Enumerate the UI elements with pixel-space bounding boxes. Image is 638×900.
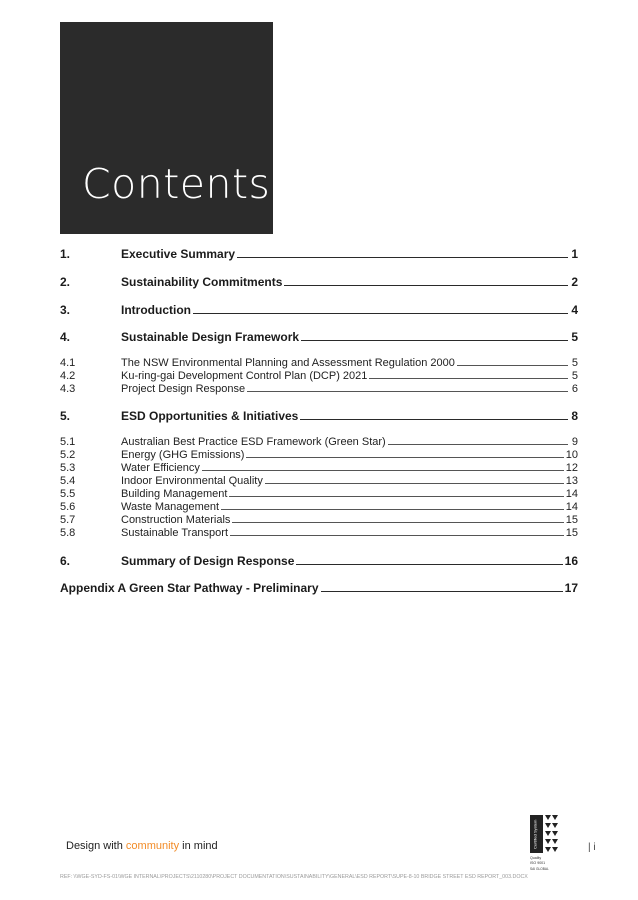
toc-label: Water Efficiency	[121, 462, 200, 474]
page-title: Contents	[82, 160, 271, 208]
toc-section-row[interactable]	[60, 554, 578, 568]
toc-label: Summary of Design Response	[121, 554, 295, 568]
toc-subsection-row[interactable]	[60, 370, 578, 382]
toc-label: Waste Management	[121, 501, 220, 513]
toc-number: 2.	[60, 275, 71, 289]
footer-tagline	[66, 840, 218, 852]
toc-number: 5.7	[60, 514, 76, 526]
toc-page-number: 13	[565, 475, 578, 487]
toc-label: Sustainable Design Framework	[121, 330, 300, 344]
toc-number: 5.	[60, 409, 71, 423]
toc-label: Executive Summary	[121, 247, 236, 261]
toc-section-row[interactable]	[60, 409, 578, 423]
toc-label: Project Design Response	[121, 383, 246, 395]
toc-number: 6.	[60, 554, 71, 568]
toc-page-number: 14	[565, 501, 578, 513]
toc-number: 5.2	[60, 449, 76, 461]
toc-section-row[interactable]	[60, 330, 578, 344]
toc-page-number: 2	[571, 275, 578, 289]
toc-page-number: 14	[565, 488, 578, 500]
toc-label: Building Management	[121, 488, 228, 500]
toc-subsection-row[interactable]	[60, 462, 578, 474]
tagline-pre: Design with	[66, 840, 126, 852]
tagline-accent: community	[125, 840, 180, 852]
toc-subsection-row[interactable]	[60, 436, 578, 448]
toc-section-row[interactable]	[60, 303, 578, 317]
toc-page-number: 8	[571, 409, 578, 423]
cert-line-2: ISO 9001	[530, 861, 546, 865]
toc-leader	[246, 457, 563, 458]
toc-number: 5.3	[60, 462, 76, 474]
toc-number: 5.5	[60, 488, 76, 500]
certified-system-logo	[528, 815, 564, 873]
toc-leader	[202, 470, 564, 471]
toc-number: 1.	[60, 247, 71, 261]
toc-section-row[interactable]	[60, 247, 578, 261]
toc-page-number: 6	[571, 383, 578, 395]
toc-section-row[interactable]	[60, 581, 578, 595]
toc-subsection-row[interactable]	[60, 475, 578, 487]
toc-leader	[388, 444, 568, 445]
toc-leader	[229, 496, 563, 497]
toc-leader	[232, 522, 563, 523]
toc-leader	[247, 391, 568, 392]
toc-number: 5.8	[60, 527, 76, 539]
toc-number: 5.4	[60, 475, 76, 487]
toc-number: 3.	[60, 303, 71, 317]
toc-number: 4.1	[60, 357, 76, 369]
toc-leader	[321, 591, 563, 592]
toc-label: Introduction	[121, 303, 191, 317]
toc-leader	[230, 535, 564, 536]
toc-subsection-row[interactable]	[60, 449, 578, 461]
toc-leader	[301, 340, 568, 341]
toc-page-number: 16	[564, 554, 578, 568]
toc-leader	[296, 564, 562, 565]
toc-subsection-row[interactable]	[60, 501, 578, 513]
toc-leader	[369, 378, 568, 379]
toc-label: Australian Best Practice ESD Framework (Green Star)	[121, 436, 386, 448]
toc-number: 4.3	[60, 383, 76, 395]
toc-label: Energy (GHG Emissions)	[121, 449, 245, 461]
tagline-post: in mind	[179, 840, 218, 852]
toc-section-row[interactable]	[60, 275, 578, 289]
toc-page-number: 10	[565, 449, 578, 461]
toc-page-number: 17	[564, 581, 578, 595]
toc-label: Ku-ring-gai Development Control Plan (DCP) 2021	[121, 370, 368, 382]
toc-subsection-row[interactable]	[60, 514, 578, 526]
toc-number: 5.6	[60, 501, 76, 513]
toc-leader	[221, 509, 564, 510]
toc-number: 5.1	[60, 436, 76, 448]
toc-label: Appendix A Green Star Pathway - Preliminary	[60, 581, 319, 595]
toc-page-number: 1	[571, 247, 578, 261]
toc-subsection-row[interactable]	[60, 527, 578, 539]
toc-leader	[193, 313, 568, 314]
toc-leader	[284, 285, 568, 286]
toc-label: Indoor Environmental Quality	[121, 475, 263, 487]
toc-subsection-row[interactable]	[60, 488, 578, 500]
toc-page-number: 9	[571, 436, 578, 448]
document-reference: REF: \\WGE-SYD-FS-01\WGE INTERNAL\PROJECTS\2110280\PROJECT DOCUMENTATION\SUSTAINABILITY\GENERAL\ESD REPORT\SUPE-8-10 BRIDGE STREET ESD REPORT_003.DOCX	[60, 874, 528, 880]
toc-page-number: 15	[565, 514, 578, 526]
toc-label: The NSW Environmental Planning and Assessment Regulation 2000	[121, 357, 455, 369]
page-number-marker: | i	[588, 842, 596, 853]
cert-line-0: Certified System	[532, 819, 538, 849]
toc-leader	[300, 419, 568, 420]
toc-page-number: 5	[571, 330, 578, 344]
toc-label: ESD Opportunities & Initiatives	[121, 409, 299, 423]
cert-line-1: Quality	[530, 856, 542, 860]
cert-line-3: SAI GLOBAL	[530, 867, 549, 871]
toc-page-number: 12	[565, 462, 578, 474]
toc-number: 4.2	[60, 370, 76, 382]
toc-page-number: 5	[571, 357, 578, 369]
toc-subsection-row[interactable]	[60, 357, 578, 369]
toc-label: Sustainability Commitments	[121, 275, 283, 289]
toc-subsection-row[interactable]	[60, 383, 578, 395]
toc-page-number: 5	[571, 370, 578, 382]
toc-leader	[265, 483, 564, 484]
toc-page-number: 4	[571, 303, 578, 317]
toc-leader	[237, 257, 568, 258]
toc-number: 4.	[60, 330, 71, 344]
toc-page-number: 15	[565, 527, 578, 539]
toc-label: Sustainable Transport	[121, 527, 229, 539]
toc-leader	[457, 365, 568, 366]
toc-label: Construction Materials	[121, 514, 231, 526]
